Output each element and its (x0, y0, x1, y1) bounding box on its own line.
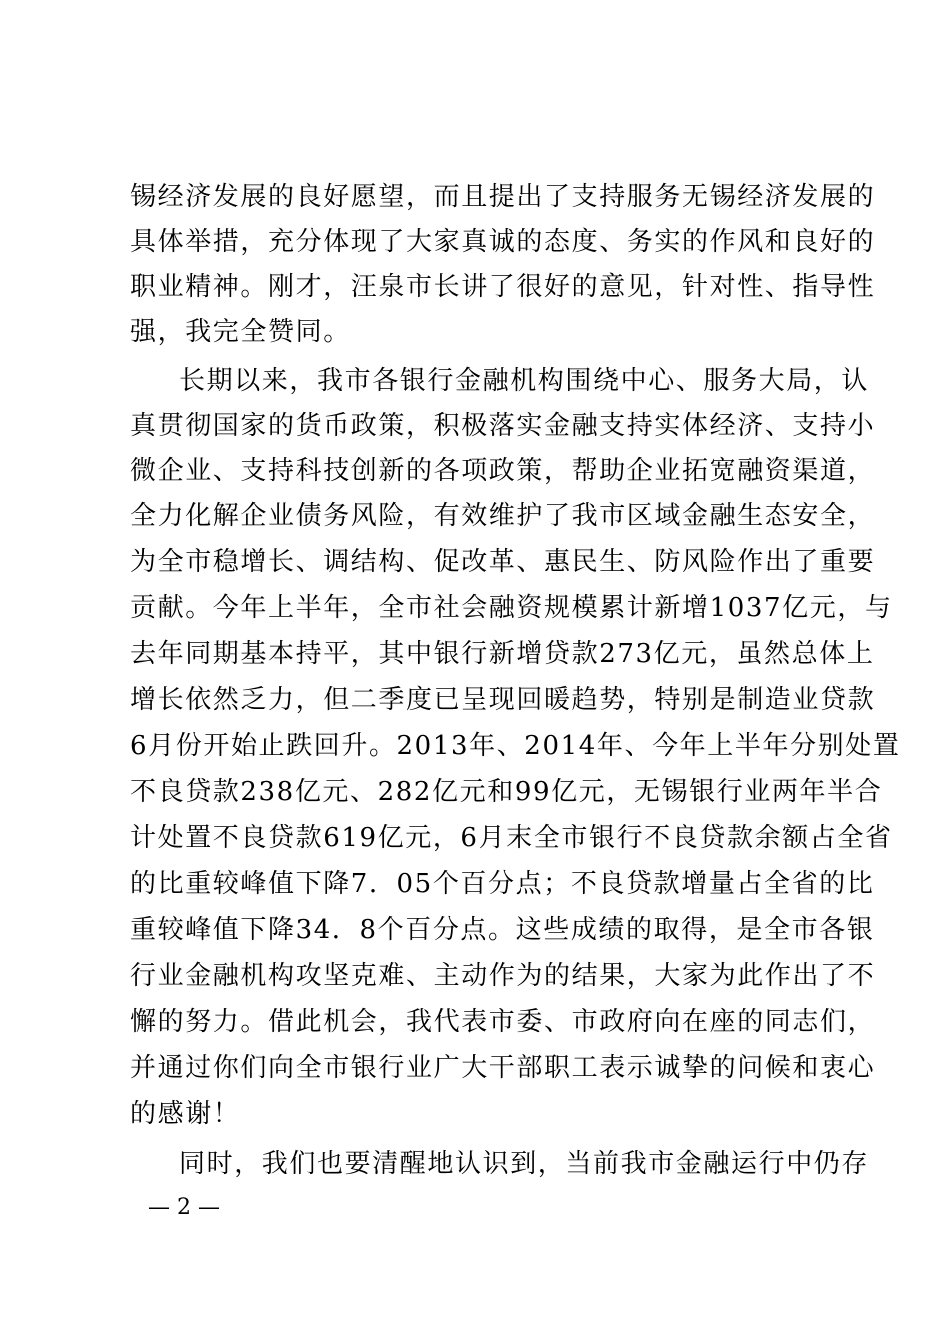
text-line: 锡经济发展的良好愿望，而且提出了支持服务无锡经济发展的 (130, 182, 876, 212)
text-line: 不良贷款238亿元、282亿元和99亿元，无锡银行业两年半合 (130, 777, 883, 807)
text-line: 贡献。今年上半年，全市社会融资规模累计新增1037亿元，与 (130, 593, 893, 623)
text-line: 6月份开始止跌回升。2013年、2014年、今年上半年分别处置 (130, 731, 901, 761)
text-line: 重较峰值下降34．8个百分点。这些成绩的取得，是全市各银 (130, 915, 875, 945)
text-line: 去年同期基本持平，其中银行新增贷款273亿元，虽然总体上 (130, 639, 875, 669)
text-line: 行业金融机构攻坚克难、主动作为的结果，大家为此作出了不 (130, 961, 876, 991)
text-line: 微企业、支持科技创新的各项政策，帮助企业拓宽融资渠道， (130, 456, 876, 486)
text-line: 的比重较峰值下降7．05个百分点；不良贷款增量占全省的比 (130, 869, 875, 899)
text-line: 强，我完全赞同。 (130, 317, 351, 347)
text-line: 增长依然乏力，但二季度已呈现回暖趋势，特别是制造业贷款 (130, 685, 876, 715)
text-line: 并通过你们向全市银行业广大干部职工表示诚挚的问候和衷心 (130, 1053, 876, 1083)
text-line: 职业精神。刚才，汪泉市长讲了很好的意见，针对性、指导性 (130, 272, 876, 302)
text-line: 具体举措，充分体现了大家真诚的态度、务实的作风和良好的 (130, 227, 876, 257)
text-line: 全力化解企业债务风险，有效维护了我市区域金融生态安全， (130, 501, 876, 531)
text-line: 懈的努力。借此机会，我代表市委、市政府向在座的同志们， (130, 1007, 876, 1037)
page-number: — 2 — (148, 1195, 220, 1220)
text-line: 真贯彻国家的货币政策，积极落实金融支持实体经济、支持小 (130, 411, 876, 441)
text-line: 计处置不良贷款619亿元，6月末全市银行不良贷款余额占全省 (130, 823, 893, 853)
text-line: 为全市稳增长、调结构、促改革、惠民生、防风险作出了重要 (130, 547, 876, 577)
paragraph-first-line: 长期以来，我市各银行金融机构围绕中心、服务大局，认 (179, 366, 870, 396)
paragraph-first-line: 同时，我们也要清醒地认识到，当前我市金融运行中仍存 (179, 1149, 870, 1179)
text-line: 的感谢！ (130, 1099, 241, 1129)
